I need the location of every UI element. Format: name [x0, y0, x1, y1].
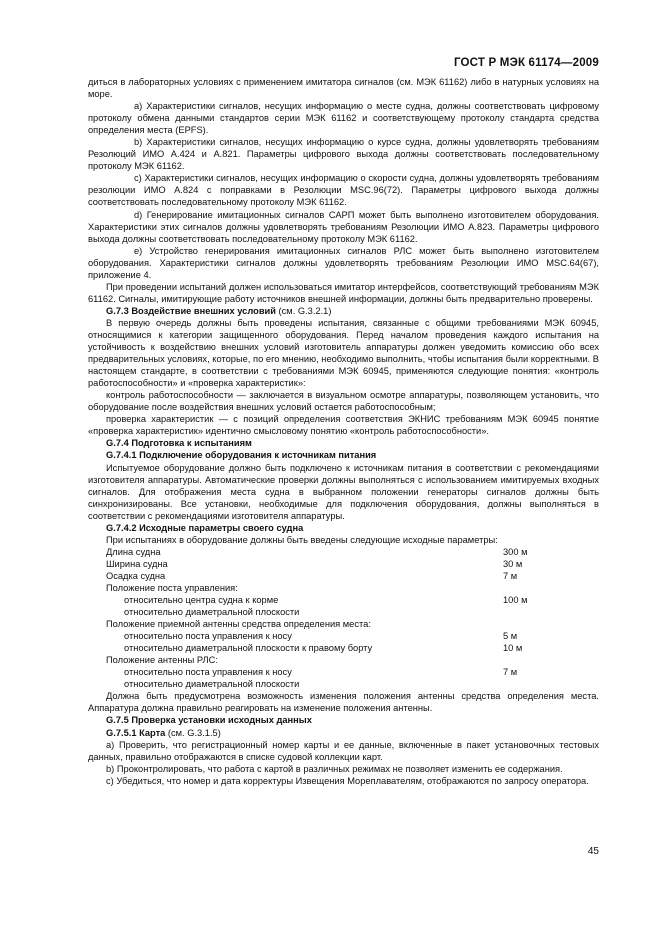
param-label: относительно диаметральной плоскости к правому борту: [124, 643, 373, 654]
param-value: 100 м: [503, 595, 528, 606]
param-label: Положение поста управления:: [106, 582, 238, 593]
paragraph: диться в лабораторных условиях с применением имитатора сигналов (см. МЭК 61162) либо в натурных условиях на море.: [88, 77, 599, 100]
param-value: [503, 582, 599, 594]
list-item-c: с) Характеристики сигналов, несущих информацию о скорости судна, должны удовлетворять требованиям резолюции ИМО А.824 с поправками в Резолюции MSC.96(72). Параметры цифрового выхода должны соответствовать последовательному протоколу МЭК 61162.: [88, 173, 599, 208]
param-value: 10 м: [503, 643, 523, 654]
section-heading-g751: [88, 727, 599, 739]
section-heading-g75: G.7.5 Проверка установки исходных данных: [106, 715, 312, 726]
list-item-c: с) Убедиться, что номер и дата корректуры Извещения Мореплавателям, отображаются по запросу оператора.: [106, 775, 589, 786]
param-row: [88, 582, 599, 594]
list-item-a: а) Характеристики сигналов, несущих информацию о месте судна, должны соответствовать цифровому протоколу обмена данными стандартов серии МЭК 61162 и соответствующему протоколу стандарта средства определения места (EPFS).: [88, 101, 599, 136]
param-label: Положение антенны РЛС:: [106, 655, 218, 666]
section-heading-g741: G.7.4.1 Подключение оборудования к источникам питания: [106, 450, 377, 461]
section-title: G.7.3 Воздействие внешних условий: [106, 305, 276, 316]
param-value: 30 м: [503, 558, 523, 569]
param-label: относительно диаметральной плоскости: [124, 607, 300, 618]
param-value: 5 м: [503, 631, 518, 642]
definition: проверка характеристик — с позиций определения соответствия ЭКНИС требованиям МЭК 60945 понятие «проверка характеристик» идентично смысловому понятию «контроль работоспособности».: [88, 414, 599, 437]
param-value: 7 м: [503, 570, 518, 581]
param-label: относительно поста управления к носу: [124, 631, 292, 642]
page-number: 45: [587, 846, 599, 857]
list-item-b: b) Проконтролировать, что работа с картой в различных режимах не позволяет изменить ее содержания.: [106, 763, 563, 774]
document-header: ГОСТ Р МЭК 61174—2009: [453, 57, 599, 69]
param-label: Ширина судна: [106, 558, 168, 569]
section-title: G.7.5.1 Карта: [106, 727, 166, 738]
section-heading-g742: G.7.4.2 Исходные параметры своего судна: [106, 522, 304, 533]
definition: контроль работоспособности — заключается в визуальном осмотре аппаратуры, позволяющем установить, что оборудование после воздействия внешних условий остается работоспособным;: [88, 390, 599, 413]
paragraph: При испытаниях в оборудование должны быть введены следующие исходные параметры:: [106, 534, 498, 545]
param-row: [88, 642, 599, 654]
param-label: Положение приемной антенны средства определения места:: [106, 619, 371, 630]
params-table: [88, 546, 599, 691]
param-value: 300 м: [503, 546, 528, 557]
section-ref: (см. G.3.2.1): [275, 305, 332, 316]
section-ref: (см. G.3.1.5): [165, 727, 221, 738]
param-value: [503, 606, 599, 618]
paragraph: Должна быть предусмотрена возможность изменения положения антенны средства определения места. Аппаратура должна правильно реагировать на изменение положения антенны.: [88, 691, 599, 714]
param-label: Осадка судна: [106, 570, 166, 581]
list-item-d: d) Генерирование имитационных сигналов САРП может быть выполнено изготовителем оборудования. Характеристики этих сигналов должны удовлетворять требованиям Резолюции ИМО А.823. Параметры цифрового выхода должны соответствовать последовательному протоколу МЭК 61162.: [88, 209, 599, 244]
param-row: [88, 618, 599, 630]
paragraph: Испытуемое оборудование должно быть подключено к источникам питания в соответствии с рекомендациями изготовителя аппаратуры. Автоматические проверки должны выполняться с использованием имитируемых входных сигналов. Для отображения места судна в выбранном положении генераторы сигналов должны быть синхронизированы. Все установки, необходимые для подключения оборудования, должны выполняться в соответствии с рекомендациями изготовителя аппаратуры.: [88, 462, 599, 521]
page-body: [88, 76, 599, 787]
param-row: [88, 558, 599, 570]
param-row: [88, 654, 599, 666]
list-item-b: b) Характеристики сигналов, несущих информацию о курсе судна, должны удовлетворять требованиям Резолюций ИМО А.424 и А.821. Параметры цифрового выхода должны соответствовать последовательному протоколу МЭК 61162.: [88, 137, 599, 172]
param-value: 7 м: [503, 667, 518, 678]
param-value: [503, 618, 599, 630]
param-value: [503, 678, 599, 690]
param-row: [88, 666, 599, 678]
paragraph: При проведении испытаний должен использоваться имитатор интерфейсов, соответствующий требованиям МЭК 61162. Сигналы, имитирующие работу источников внешней информации, должны быть предварительно проверены.: [88, 281, 599, 304]
param-row: [88, 630, 599, 642]
paragraph: В первую очередь должны быть проведены испытания, связанные с общими требованиями МЭК 60945, относящимися к категории защищенного оборудования. Перед началом проведения каждого испытания на устойчивость к воздействию внешних условий изготовитель аппаратуры должен уведомить комиссию обо всех предварительных условиях, которые, по его мнению, необходимо выполнить, чтобы испытания были корректными. В настоящем стандарте, в соответствии с требованиями МЭК 60945, применяются следующие понятия: «контроль работоспособности» и «проверка характеристик»:: [88, 317, 599, 389]
param-row: [88, 570, 599, 582]
param-label: относительно поста управления к носу: [124, 667, 292, 678]
param-label: Длина судна: [106, 546, 161, 557]
param-row: [88, 546, 599, 558]
param-row: [88, 678, 599, 690]
list-item-e: е) Устройство генерирования имитационных сигналов РЛС может быть выполнено изготовителем оборудования. Характеристики сигналов должны удовлетворять требованиям Резолюции ИМО MSC.64(67), приложение 4.: [88, 245, 599, 280]
list-item-a: а) Проверить, что регистрационный номер карты и ее данные, включенные в пакет установочных тестовых данных, правильно отображаются в списке судовой коллекции карт.: [88, 739, 599, 762]
param-row: [88, 606, 599, 618]
param-row: [88, 594, 599, 606]
param-value: [503, 654, 599, 666]
param-label: относительно диаметральной плоскости: [124, 679, 300, 690]
section-heading-g73: [88, 305, 599, 317]
param-label: относительно центра судна к корме: [124, 595, 279, 606]
section-heading-g74: G.7.4 Подготовка к испытаниям: [106, 438, 252, 449]
